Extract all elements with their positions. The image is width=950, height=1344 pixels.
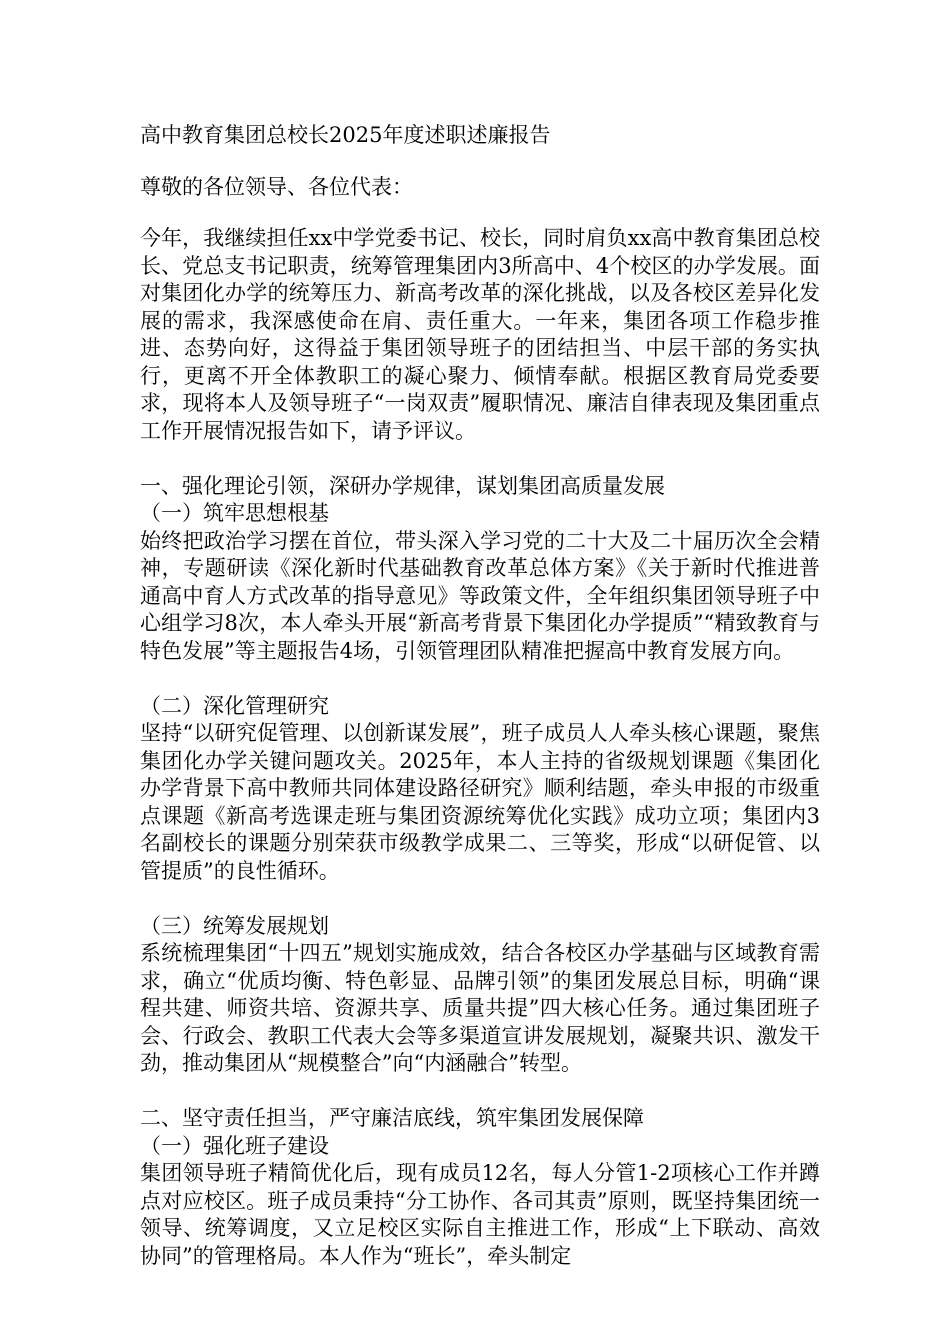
section-1-sub-3-heading: （三）统筹发展规划 [140,913,329,938]
section-2-sub-1-heading: （一）强化班子建设 [140,1133,329,1158]
section-1-sub-3-body: 系统梳理集团“十四五”规划实施成效，结合各校区办学基础与区域教育需求，确立“优质均衡、特色彰显、品牌引领”的集团发展总目标，明确“课程共建、师资共培、资源共享、质量共提”四大核心任务。通过集团班子会、行政会、教职工代表大会等多渠道宣讲发展规划，凝聚共识、激发干劲，推动集团从“规模整合”向“内涵融合”转型。 [140,941,820,1075]
section-2-heading: 二、坚守责任担当，严守廉洁底线，筑牢集团发展保障 [140,1106,644,1130]
paragraph-gap [140,445,820,473]
intro-paragraph: 今年，我继续担任xx中学党委书记、校长，同时肩负xx高中教育集团总校长、党总支书记职责，统筹管理集团内3所高中、4个校区的办学发展。面对集团化办学的统筹压力、新高考改革的深化挑战，以及各校区差异化发展的需求，我深感使命在肩、责任重大。一年来，集团各项工作稳步推进、态势向好，这得益于集团领导班子的团结担当、中层干部的务实执行，更离不开全体教职工的凝心聚力、倾情奉献。根据区教育局党委要求，现将本人及领导班子“一岗双责”履职情况、廉洁自律表现及集团重点工作开展情况报告如下，请予评议。 [140,226,820,443]
salutation: 尊敬的各位领导、各位代表： [140,174,413,199]
section-1-sub-1-body: 始终把政治学习摆在首位，带头深入学习党的二十大及二十届历次全会精神，专题研读《深化新时代基础教育改革总体方案》《关于新时代推进普通高中育人方式改革的指导意见》等政策文件，全年组织集团领导班子中心组学习8次，本人牵头开展“新高考背景下集团化办学提质”“精致教育与特色发展”等主题报告4场，引领管理团队精准把握高中教育发展方向。 [140,528,820,663]
paragraph-gap [140,1078,820,1106]
section-1-heading: 一、强化理论引领，深研办学规律，谋划集团高质量发展 [140,473,665,498]
paragraph-gap [140,885,820,913]
section-1-sub-2-body: 坚持“以研究促管理、以创新谋发展”，班子成员人人牵头核心课题，聚焦集团化办学关键问题攻关。2025年，本人主持的省级规划课题《集团化办学背景下高中教师共同体建设路径研究》顺利结题，牵头申报的市级重点课题《新高考选课走班与集团资源统筹优化实践》成功立项；集团内3名副校长的课题分别荣获市级教学成果二、三等奖，形成“以研促管、以管提质”的良性循环。 [140,721,820,883]
section-1-sub-2-heading: （二）深化管理研究 [140,693,329,718]
document-title: 高中教育集团总校长2025年度述职述廉报告 [140,123,551,147]
section-2-sub-1-body: 集团领导班子精简优化后，现有成员12名，每人分管1-2项核心工作并蹲点对应校区。班子成员秉持“分工协作、各司其责”原则，既坚持集团统一领导、统筹调度，又立足校区实际自主推进工作，形成“上下联动、高效协同”的管理格局。本人作为“班长”，牵头制定 [140,1161,820,1268]
document-page [140,122,820,1270]
section-1-sub-1-heading: （一）筑牢思想根基 [140,501,329,525]
paragraph-gap [140,665,820,693]
